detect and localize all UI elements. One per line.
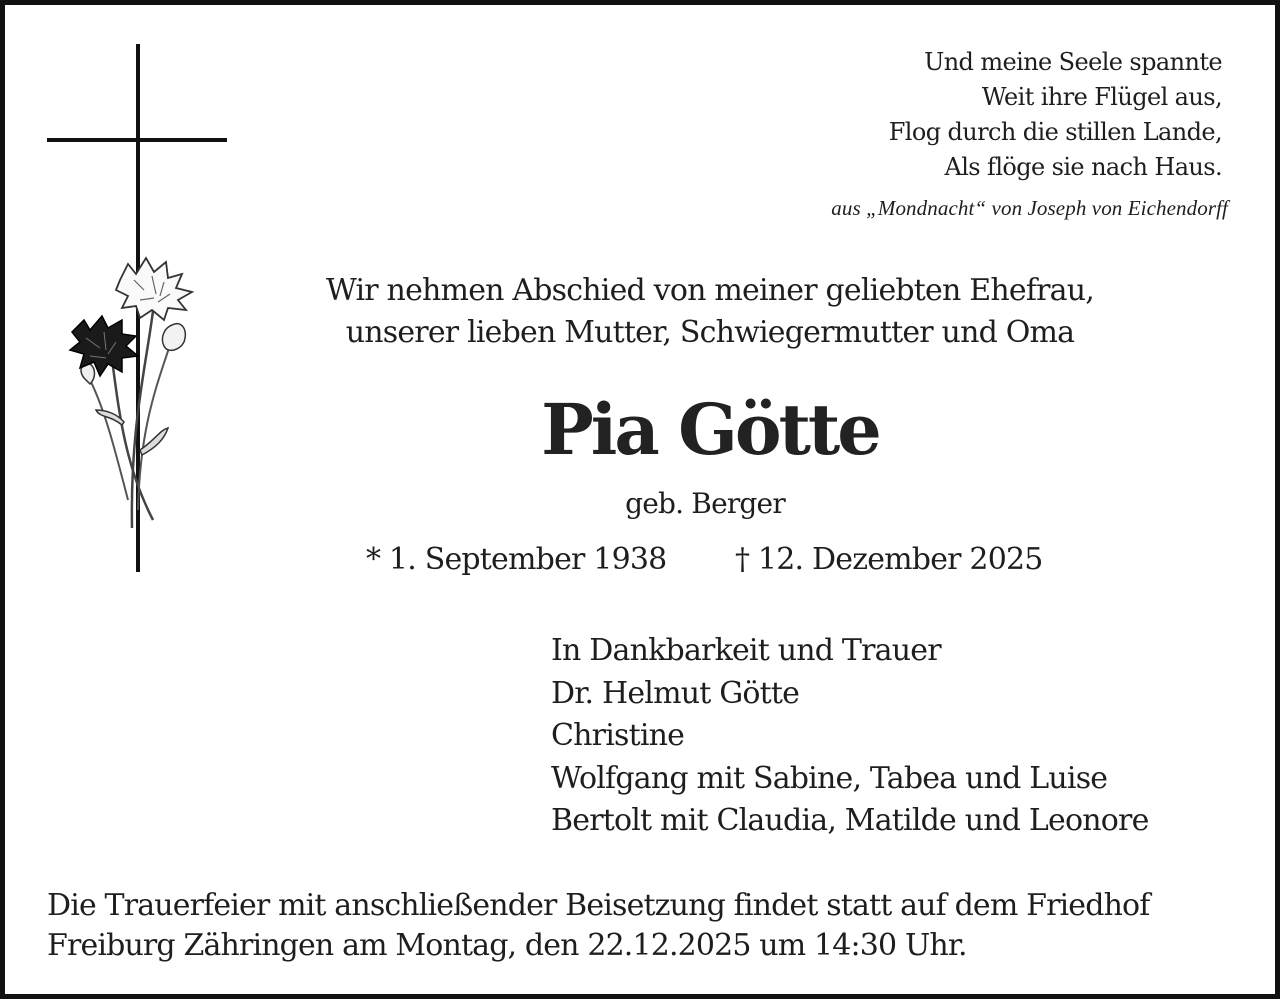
mourners-list (551, 630, 1149, 843)
birth-date: * 1. September 1938 (366, 542, 667, 577)
farewell-intro (300, 270, 1120, 354)
service-line: Freiburg Zähringen am Montag, den 22.12.2025 um 14:30 Uhr. (47, 928, 967, 963)
poem-line: Als flöge sie nach Haus. (944, 153, 1222, 181)
deceased-name: Pia Götte (541, 388, 879, 471)
mourner-line: Dr. Helmut Götte (551, 675, 800, 711)
mourner-line: Wolfgang mit Sabine, Tabea und Luise (551, 760, 1108, 796)
mourner-line: Christine (551, 718, 685, 753)
cross-icon-bar (47, 138, 227, 142)
poem-line: Und meine Seele spannte (924, 48, 1222, 76)
intro-line: unserer lieben Mutter, Schwiegermutter und Oma (345, 315, 1075, 350)
poem (889, 45, 1222, 185)
mourner-line: In Dankbarkeit und Trauer (551, 633, 941, 668)
intro-line: Wir nehmen Abschied von meiner geliebten Ehefrau, (325, 273, 1095, 308)
poem-source: aus „Mondnacht“ von Joseph von Eichendorff (831, 196, 1228, 220)
funeral-service-info (47, 886, 1150, 966)
carnation-flowers-icon (60, 250, 210, 540)
service-line: Die Trauerfeier mit anschließender Beisetzung findet statt auf dem Friedhof (47, 888, 1150, 923)
maiden-name: geb. Berger (625, 487, 785, 520)
death-date: † 12. Dezember 2025 (735, 542, 1043, 577)
poem-line: Weit ihre Flügel aus, (981, 83, 1222, 111)
mourner-line: Bertolt mit Claudia, Matilde und Leonore (551, 803, 1149, 838)
poem-line: Flog durch die stillen Lande, (888, 118, 1222, 146)
